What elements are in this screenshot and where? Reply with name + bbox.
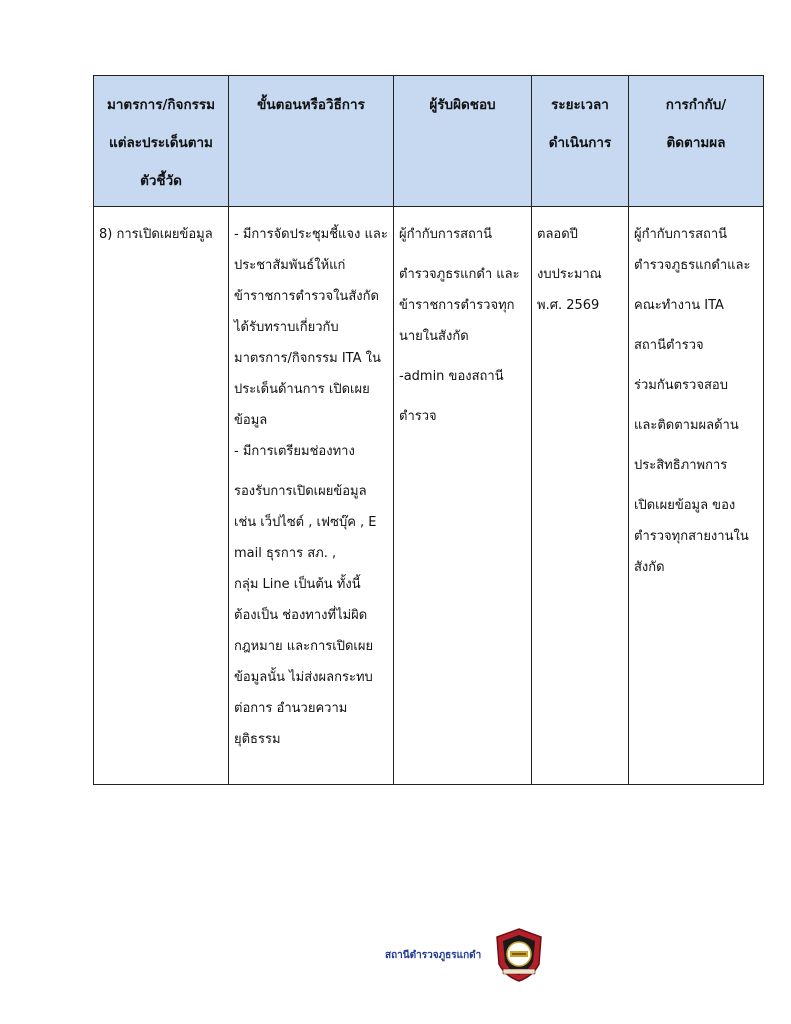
responsible-line: ตำรวจ: [399, 409, 437, 424]
footer-station-name: สถานีตำรวจภูธรแกดำ: [385, 949, 482, 961]
header-monitoring-line: ติดตามผล: [666, 135, 726, 151]
monitoring-line: สังกัด: [634, 560, 665, 575]
cell-procedure: [229, 207, 394, 785]
header-procedure: [229, 76, 394, 207]
header-monitoring: [629, 76, 764, 207]
monitoring-line: และติดตามผลด้าน: [634, 418, 739, 433]
header-responsible: [394, 76, 532, 207]
police-station-emblem-icon: [493, 926, 545, 984]
procedure-line: ประเด็นด้านการ เปิดเผย: [234, 382, 370, 397]
period-line: งบประมาณ: [537, 267, 602, 282]
cell-responsible: [394, 207, 532, 785]
period-line: ตลอดปี: [537, 227, 578, 242]
procedure-line: กลุ่ม Line เป็นต้น ทั้งนี้: [234, 577, 361, 592]
procedure-line: ข้อมูล: [234, 413, 268, 428]
monitoring-line: ร่วมกันตรวจสอบ: [634, 378, 728, 393]
monitoring-line: เปิดเผยข้อมูล ของ: [634, 498, 736, 513]
procedure-line: มาตรการ/กิจกรรม ITA ใน: [234, 351, 381, 366]
measures-table: [93, 75, 764, 785]
procedure-line: รองรับการเปิดเผยข้อมูล: [234, 484, 367, 499]
header-monitoring-line: การกำกับ/: [665, 97, 727, 113]
table-header-row: [94, 76, 764, 207]
header-measure: [94, 76, 229, 207]
procedure-line: ประชาสัมพันธ์ให้แก่: [234, 258, 346, 273]
responsible-line: ตำรวจภูธรแกดำ และ: [399, 267, 520, 282]
procedure-line: - มีการเตรียมช่องทาง: [234, 444, 355, 459]
header-measure-line: แต่ละประเด็นตาม: [109, 135, 213, 151]
header-measure-line: มาตรการ/กิจกรรม: [106, 97, 216, 113]
cell-monitoring: [629, 207, 764, 785]
monitoring-line: ผู้กำกับการสถานี: [634, 227, 728, 242]
responsible-line: ข้าราชการตำรวจทุก: [399, 298, 515, 313]
procedure-line: - มีการจัดประชุมชี้แจง และ: [234, 227, 388, 242]
monitoring-line: คณะทำงาน ITA: [634, 298, 724, 313]
procedure-line: ยุติธรรม: [234, 732, 281, 747]
period-line: พ.ศ. 2569: [537, 298, 600, 313]
monitoring-line: สถานีตำรวจ: [634, 338, 704, 353]
responsible-line: -admin ของสถานี: [399, 369, 504, 384]
cell-period: [532, 207, 629, 785]
monitoring-line: ตำรวจทุกสายงานใน: [634, 529, 749, 544]
table-row: [94, 207, 764, 785]
header-period: [532, 76, 629, 207]
procedure-line: ข้อมูลนั้น ไม่ส่งผลกระทบ: [234, 670, 373, 685]
header-period-line: ระยะเวลา: [551, 97, 609, 113]
header-period-line: ดำเนินการ: [548, 135, 612, 151]
procedure-line: เช่น เว็ปไซต์ , เฟซบุ๊ค , E: [234, 515, 377, 530]
monitoring-line: ประสิทธิภาพการ: [634, 458, 728, 473]
procedure-line: ได้รับทราบเกี่ยวกับ: [234, 320, 339, 335]
procedure-line: ต่อการ อำนวยความ: [234, 701, 348, 716]
procedure-line: ต้องเป็น ช่องทางที่ไม่ผิด: [234, 608, 368, 623]
measure-line: 8) การเปิดเผยข้อมูล: [99, 227, 213, 242]
procedure-line: ข้าราชการตำรวจในสังกัด: [234, 289, 379, 304]
responsible-line: ผู้กำกับการสถานี: [399, 227, 493, 242]
header-procedure-line: ขั้นตอนหรือวิธีการ: [257, 97, 365, 113]
page-footer: [385, 926, 545, 984]
procedure-line: mail ธุรการ สภ. ,: [234, 546, 337, 561]
header-measure-line: ตัวชี้วัด: [140, 173, 182, 189]
cell-measure: [94, 207, 229, 785]
header-responsible-line: ผู้รับผิดชอบ: [429, 97, 496, 113]
monitoring-line: ตำรวจภูธรแกดำและ: [634, 258, 751, 273]
responsible-line: นายในสังกัด: [399, 329, 469, 344]
procedure-line: กฎหมาย และการเปิดเผย: [234, 639, 374, 654]
